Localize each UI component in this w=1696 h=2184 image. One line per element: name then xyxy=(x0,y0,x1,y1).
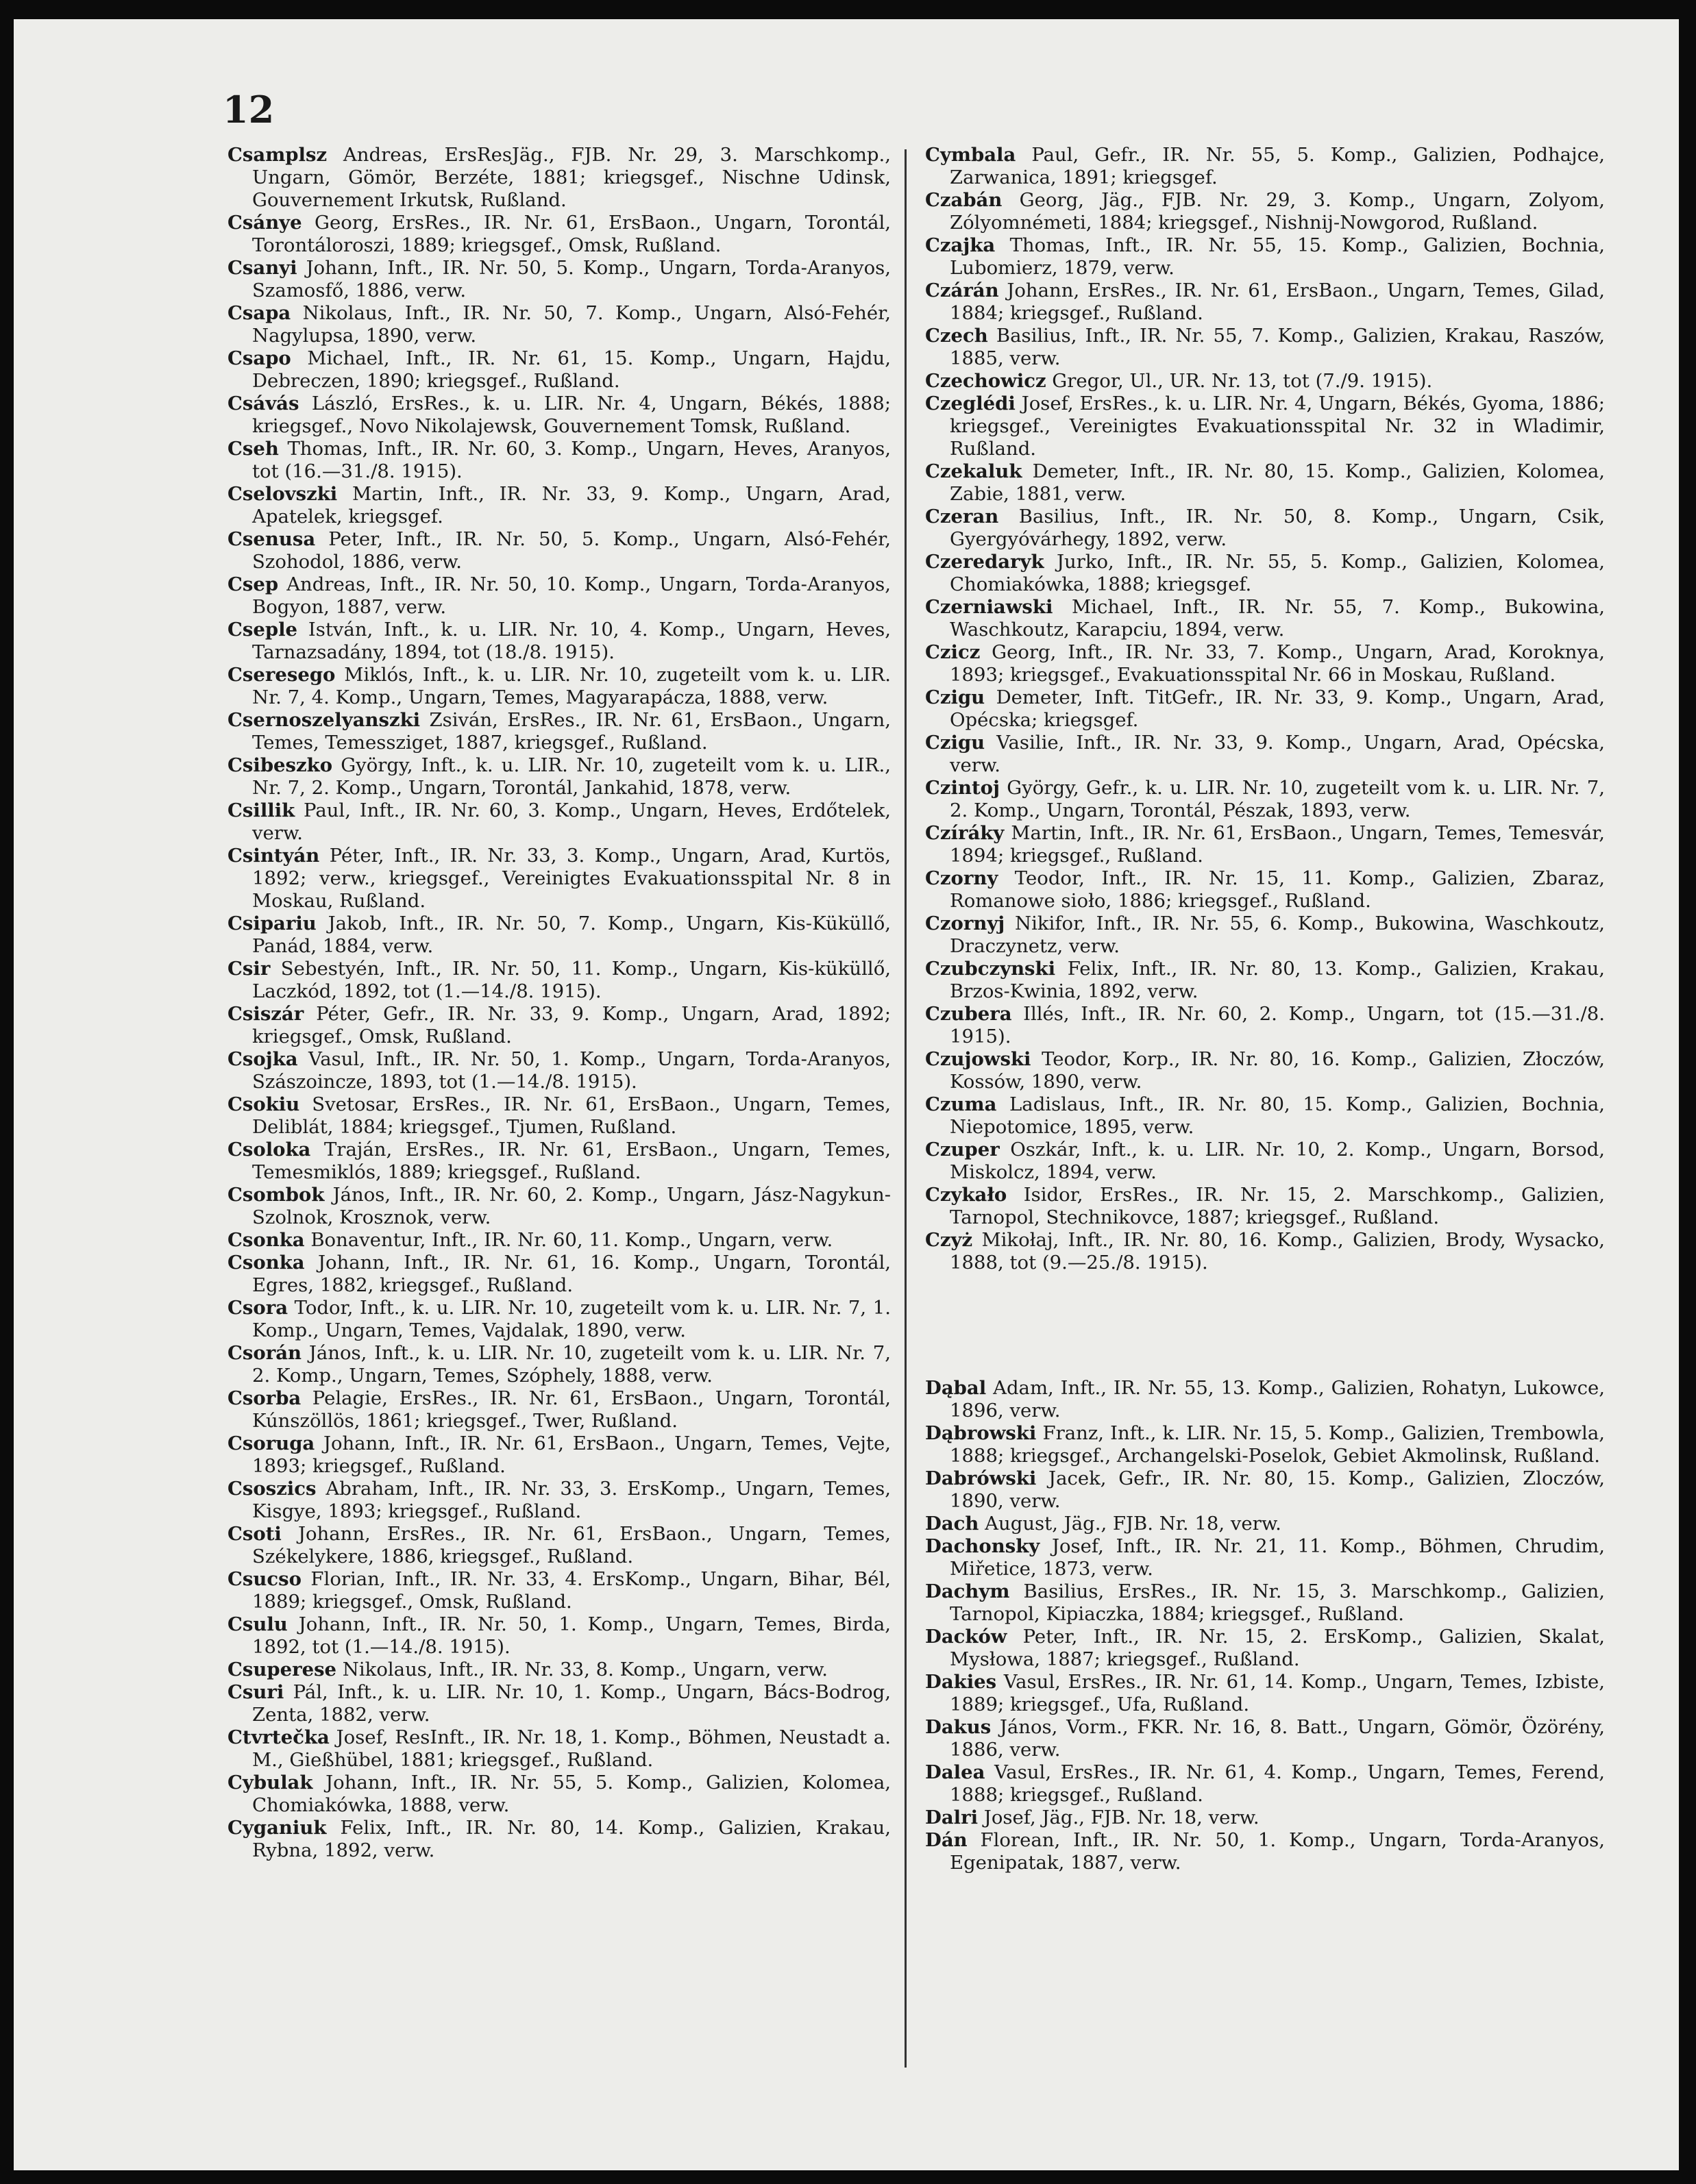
entry-details: Pál, Inft., k. u. LIR. Nr. 10, 1. Komp., Ungarn, Bács-Bodrog, Zenta, 1882, verw. xyxy=(252,1681,891,1726)
list-item xyxy=(925,1048,1605,1093)
entry-surname: Ctvrtečka xyxy=(228,1726,330,1748)
entry-details: Péter, Gefr., IR. Nr. 33, 9. Komp., Ungarn, Arad, 1892; kriegsgef., Omsk, Rußland. xyxy=(252,1003,891,1047)
entry-details: Bonaventur, Inft., IR. Nr. 60, 11. Komp., Ungarn, verw. xyxy=(304,1229,833,1251)
entry-details: Traján, ErsRes., IR. Nr. 61, ErsBaon., Ungarn, Temes, Temesmiklós, 1889; kriegsgef., Rußland. xyxy=(252,1139,891,1183)
list-item xyxy=(228,754,891,799)
entry-surname: Czeglédi xyxy=(925,393,1016,414)
entry-details: Martin, Inft., IR. Nr. 33, 9. Komp., Ungarn, Arad, Apatelek, kriegsgef. xyxy=(252,483,891,528)
list-item xyxy=(228,393,891,438)
entry-surname: Csir xyxy=(228,958,271,980)
list-item xyxy=(925,596,1605,641)
list-item xyxy=(228,1726,891,1772)
entry-surname: Czicz xyxy=(925,641,981,663)
list-item xyxy=(925,732,1605,777)
list-item xyxy=(925,822,1605,867)
entry-surname: Czárán xyxy=(925,280,999,301)
entry-details: Ladislaus, Inft., IR. Nr. 80, 15. Komp., Galizien, Bochnia, Niepotomice, 1895, verw. xyxy=(950,1093,1605,1138)
entry-surname: Cseresego xyxy=(228,664,336,686)
entry-details: Nikolaus, Inft., IR. Nr. 33, 8. Komp., Ungarn, verw. xyxy=(336,1659,828,1680)
list-item xyxy=(228,619,891,664)
entry-details: Thomas, Inft., IR. Nr. 60, 3. Komp., Ungarn, Heves, Aranyos, tot (16.—31./8. 1915). xyxy=(252,438,891,482)
entry-surname: Czechowicz xyxy=(925,370,1046,392)
entry-details: György, Gefr., k. u. LIR. Nr. 10, zugeteilt vom k. u. LIR. Nr. 7, 2. Komp., Ungarn, Torontál, Pészak, 1893, verw. xyxy=(950,777,1605,821)
list-item xyxy=(228,1387,891,1432)
entry-surname: Dacków xyxy=(925,1626,1007,1648)
entry-details: Felix, Inft., IR. Nr. 80, 14. Komp., Galizien, Krakau, Rybna, 1892, verw. xyxy=(252,1817,891,1861)
list-item xyxy=(925,506,1605,551)
entry-surname: Csoszics xyxy=(228,1478,317,1500)
entry-surname: Czeredaryk xyxy=(925,551,1044,573)
entry-details: Peter, Inft., IR. Nr. 50, 5. Komp., Ungarn, Alsó-Fehér, Szohodol, 1886, verw. xyxy=(252,528,891,573)
list-item xyxy=(228,1093,891,1139)
list-item xyxy=(228,958,891,1003)
entry-surname: Csuperese xyxy=(228,1659,337,1680)
entry-surname: Cybulak xyxy=(228,1772,313,1794)
entry-surname: Cymbala xyxy=(925,144,1016,166)
entry-surname: Dán xyxy=(925,1829,968,1851)
list-item xyxy=(925,1807,1605,1829)
entry-surname: Csoruga xyxy=(228,1432,315,1454)
entry-surname: Csenusa xyxy=(228,528,316,550)
entry-details: Illés, Inft., IR. Nr. 60, 2. Komp., Ungarn, tot (15.—31./8. 1915). xyxy=(950,1003,1605,1047)
entry-surname: Csora xyxy=(228,1297,288,1319)
list-item xyxy=(228,302,891,347)
list-item xyxy=(925,641,1605,686)
list-item xyxy=(925,280,1605,325)
entry-details: Zsiván, ErsRes., IR. Nr. 61, ErsBaon., Ungarn, Temes, Temessziget, 1887, kriegsgef., Rußland. xyxy=(252,709,891,754)
entry-details: Franz, Inft., k. LIR. Nr. 15, 5. Komp., Galizien, Trembowla, 1888; kriegsgef., Archangelski-Poselok, Gebiet Akmolinsk, Rußland. xyxy=(950,1422,1605,1467)
entry-surname: Dachonsky xyxy=(925,1535,1040,1557)
entry-details: Basilius, Inft., IR. Nr. 50, 8. Komp., Ungarn, Csik, Gyergyóvárhegy, 1892, verw. xyxy=(950,506,1605,550)
entry-surname: Dabrówski xyxy=(925,1467,1037,1489)
entry-surname: Czigu xyxy=(925,686,985,708)
list-item xyxy=(925,1377,1605,1422)
entry-details: Jakob, Inft., IR. Nr. 50, 7. Komp., Ungarn, Kis-Küküllő, Panád, 1884, verw. xyxy=(252,913,891,957)
list-item xyxy=(925,686,1605,732)
entry-details: Martin, Inft., IR. Nr. 61, ErsBaon., Ungarn, Temes, Temesvár, 1894; kriegsgef., Rußland. xyxy=(950,822,1605,867)
entry-details: Johann, ErsRes., IR. Nr. 61, ErsBaon., Ungarn, Temes, Székelykere, 1886, kriegsgef., Rußland. xyxy=(252,1523,891,1567)
entry-details: Isidor, ErsRes., IR. Nr. 15, 2. Marschkomp., Galizien, Tarnopol, Stechnikovce, 1887; kriegsgef., Rußland. xyxy=(950,1184,1605,1228)
entry-details: Georg, Inft., IR. Nr. 33, 7. Komp., Ungarn, Arad, Koroknya, 1893; kriegsgef., Evakuationsspital Nr. 66 in Moskau, Rußland. xyxy=(950,641,1605,686)
list-item xyxy=(228,483,891,528)
entry-details: Teodor, Inft., IR. Nr. 15, 11. Komp., Galizien, Zbaraz, Romanowe sioło, 1886; kriegsgef., Rußland. xyxy=(950,867,1605,912)
entry-surname: Csapo xyxy=(228,347,291,369)
entry-details: László, ErsRes., k. u. LIR. Nr. 4, Ungarn, Békés, 1888; kriegsgef., Novo Nikolajewsk, Gouvernement Tomsk, Rußland. xyxy=(252,393,891,437)
entry-surname: Czornyj xyxy=(925,913,1005,934)
entry-details: Demeter, Inft. TitGefr., IR. Nr. 33, 9. Komp., Ungarn, Arad, Opécska; kriegsgef. xyxy=(950,686,1605,731)
entry-details: Jacek, Gefr., IR. Nr. 80, 15. Komp., Galizien, Zloczów, 1890, verw. xyxy=(950,1467,1605,1512)
entry-surname: Csávás xyxy=(228,393,299,414)
entry-surname: Czigu xyxy=(925,732,985,754)
entry-surname: Csiszár xyxy=(228,1003,304,1025)
list-item xyxy=(925,1580,1605,1626)
list-item xyxy=(925,1626,1605,1671)
entry-details: Miklós, Inft., k. u. LIR. Nr. 10, zugeteilt vom k. u. LIR. Nr. 7, 4. Komp., Ungarn, Temes, Magyarapácza, 1888, verw. xyxy=(252,664,891,708)
entry-details: Andreas, Inft., IR. Nr. 50, 10. Komp., Ungarn, Torda-Aranyos, Bogyon, 1887, verw. xyxy=(252,573,891,618)
entry-details: Vasul, ErsRes., IR. Nr. 61, 4. Komp., Ungarn, Temes, Ferend, 1888; kriegsgef., Rußland. xyxy=(950,1761,1605,1806)
entry-surname: Csoloka xyxy=(228,1139,311,1161)
entry-details: Johann, ErsRes., IR. Nr. 61, ErsBaon., Ungarn, Temes, Gilad, 1884; kriegsgef., Rußland. xyxy=(950,280,1605,324)
right-column-d-entries xyxy=(925,1377,1605,1874)
list-item xyxy=(228,1659,891,1681)
entry-surname: Czíráky xyxy=(925,822,1005,844)
list-item xyxy=(925,1003,1605,1048)
entry-surname: Csorba xyxy=(228,1387,302,1409)
entry-surname: Czuper xyxy=(925,1139,1000,1161)
entry-details: Basilius, Inft., IR. Nr. 55, 7. Komp., Galizien, Krakau, Raszów, 1885, verw. xyxy=(950,325,1605,369)
list-item xyxy=(228,1297,891,1342)
list-item xyxy=(925,1467,1605,1513)
list-item xyxy=(925,370,1605,393)
list-item xyxy=(925,325,1605,370)
entry-surname: Czubera xyxy=(925,1003,1012,1025)
entry-details: Svetosar, ErsRes., IR. Nr. 61, ErsBaon., Ungarn, Temes, Deliblát, 1884; kriegsgef., Tjumen, Rußland. xyxy=(252,1093,891,1138)
list-item xyxy=(228,212,891,257)
entry-surname: Csánye xyxy=(228,212,302,234)
list-item xyxy=(228,1772,891,1817)
list-item xyxy=(925,1229,1605,1274)
list-item xyxy=(925,1716,1605,1761)
entry-surname: Czeran xyxy=(925,506,999,528)
entry-surname: Dachym xyxy=(925,1580,1010,1602)
list-item xyxy=(228,1184,891,1229)
list-item xyxy=(228,709,891,754)
entry-details: Abraham, Inft., IR. Nr. 33, 3. ErsKomp., Ungarn, Temes, Kisgye, 1893; kriegsgef., Rußland. xyxy=(252,1478,891,1522)
entry-details: Todor, Inft., k. u. LIR. Nr. 10, zugeteilt vom k. u. LIR. Nr. 7, 1. Komp., Ungarn, Temes, Vajdalak, 1890, verw. xyxy=(252,1297,891,1341)
entry-details: Johann, Inft., IR. Nr. 50, 1. Komp., Ungarn, Temes, Birda, 1892, tot (1.—14./8. 1915). xyxy=(252,1613,891,1658)
entry-details: Peter, Inft., IR. Nr. 15, 2. ErsKomp., Galizien, Skalat, Mysłowa, 1887; kriegsgef., Rußland. xyxy=(950,1626,1605,1670)
list-item xyxy=(925,867,1605,913)
list-item xyxy=(228,1523,891,1568)
entry-surname: Csapa xyxy=(228,302,291,324)
entry-surname: Csorán xyxy=(228,1342,302,1364)
list-item xyxy=(925,1422,1605,1467)
list-item xyxy=(228,1342,891,1387)
entry-details: Jurko, Inft., IR. Nr. 55, 5. Komp., Galizien, Kolomea, Chomiakówka, 1888; kriegsgef. xyxy=(950,551,1605,595)
list-item xyxy=(228,845,891,913)
entry-details: Thomas, Inft., IR. Nr. 55, 15. Komp., Galizien, Bochnia, Lubomierz, 1879, verw. xyxy=(950,234,1605,279)
entry-details: Teodor, Korp., IR. Nr. 80, 16. Komp., Galizien, Złoczów, Kossów, 1890, verw. xyxy=(950,1048,1605,1093)
entry-details: János, Inft., k. u. LIR. Nr. 10, zugeteilt vom k. u. LIR. Nr. 7, 2. Komp., Ungarn, Temes, Szóphely, 1888, verw. xyxy=(252,1342,891,1387)
entry-surname: Dąbrowski xyxy=(925,1422,1037,1444)
entry-details: János, Vorm., FKR. Nr. 16, 8. Batt., Ungarn, Gömör, Özörény, 1886, verw. xyxy=(950,1716,1605,1761)
entry-details: Sebestyén, Inft., IR. Nr. 50, 11. Komp., Ungarn, Kis-küküllő, Laczkód, 1892, tot (1.—14./8. 1915). xyxy=(252,958,891,1002)
entry-surname: Csuri xyxy=(228,1681,284,1703)
entry-surname: Csibeszko xyxy=(228,754,333,776)
list-item xyxy=(925,144,1605,189)
entry-details: Johann, Inft., IR. Nr. 55, 5. Komp., Galizien, Kolomea, Chomiakówka, 1888, verw. xyxy=(252,1772,891,1816)
list-item xyxy=(228,913,891,958)
list-item xyxy=(925,913,1605,958)
entry-surname: Csernoszelyanszki xyxy=(228,709,421,731)
list-item xyxy=(228,1478,891,1523)
entry-surname: Csokiu xyxy=(228,1093,300,1115)
list-item xyxy=(925,1671,1605,1716)
list-item xyxy=(228,1613,891,1659)
entry-details: Oszkár, Inft., k. u. LIR. Nr. 10, 2. Komp., Ungarn, Borsod, Miskolcz, 1894, verw. xyxy=(950,1139,1605,1183)
list-item xyxy=(228,1003,891,1048)
entry-surname: Csombok xyxy=(228,1184,325,1206)
entry-surname: Cseh xyxy=(228,438,279,460)
entry-details: Johann, Inft., IR. Nr. 50, 5. Komp., Ungarn, Torda-Aranyos, Szamosfő, 1886, verw. xyxy=(252,257,891,301)
list-item xyxy=(228,528,891,573)
left-column xyxy=(228,144,891,1862)
entry-surname: Czajka xyxy=(925,234,996,256)
right-column-c-entries xyxy=(925,144,1605,1274)
list-item xyxy=(228,1252,891,1297)
column-divider xyxy=(905,149,907,2068)
entry-details: Pelagie, ErsRes., IR. Nr. 61, ErsBaon., Ungarn, Torontál, Kúnszöllös, 1861; kriegsgef., Twer, Rußland. xyxy=(252,1387,891,1432)
list-item xyxy=(925,1761,1605,1807)
entry-details: Paul, Gefr., IR. Nr. 55, 5. Komp., Galizien, Podhajce, Zarwanica, 1891; kriegsgef. xyxy=(950,144,1605,188)
entry-surname: Czekaluk xyxy=(925,460,1022,482)
entry-details: Vasilie, Inft., IR. Nr. 33, 9. Komp., Ungarn, Arad, Opécska, verw. xyxy=(950,732,1605,776)
list-item xyxy=(228,1139,891,1184)
entry-surname: Dalri xyxy=(925,1807,979,1828)
entry-surname: Csulu xyxy=(228,1613,288,1635)
entry-details: János, Inft., IR. Nr. 60, 2. Komp., Ungarn, Jász-Nagykun-Szolnok, Krosznok, verw. xyxy=(252,1184,891,1228)
entry-details: Andreas, ErsResJäg., FJB. Nr. 29, 3. Marschkomp., Ungarn, Gömör, Berzéte, 1881; kriegsgef., Nischne Udinsk, Gouvernement Irkutsk, Rußland. xyxy=(252,144,891,211)
entry-details: István, Inft., k. u. LIR. Nr. 10, 4. Komp., Ungarn, Heves, Tarnazsadány, 1894, tot (18./8. 1915). xyxy=(252,619,891,663)
entry-surname: Csipariu xyxy=(228,913,317,934)
entry-details: Nikifor, Inft., IR. Nr. 55, 6. Komp., Bukowina, Waschkoutz, Draczynetz, verw. xyxy=(950,913,1605,957)
entry-surname: Csoti xyxy=(228,1523,282,1545)
entry-surname: Czyż xyxy=(925,1229,973,1251)
list-item xyxy=(925,1093,1605,1139)
list-item xyxy=(228,144,891,212)
entry-details: Michael, Inft., IR. Nr. 61, 15. Komp., Ungarn, Hajdu, Debreczen, 1890; kriegsgef., Rußland. xyxy=(252,347,891,392)
entry-details: Michael, Inft., IR. Nr. 55, 7. Komp., Bukowina, Waschkoutz, Karapciu, 1894, verw. xyxy=(950,596,1605,641)
list-item xyxy=(925,777,1605,822)
list-item xyxy=(925,1184,1605,1229)
entry-details: Georg, ErsRes., IR. Nr. 61, ErsBaon., Ungarn, Torontál, Torontáloroszi, 1889; kriegsgef., Omsk, Rußland. xyxy=(252,212,891,256)
entry-details: Vasul, ErsRes., IR. Nr. 61, 14. Komp., Ungarn, Temes, Izbiste, 1889; kriegsgef., Ufa, Rußland. xyxy=(950,1671,1605,1715)
entry-surname: Czabán xyxy=(925,189,1003,211)
entry-surname: Czuma xyxy=(925,1093,997,1115)
entry-surname: Czubczynski xyxy=(925,958,1056,980)
entry-surname: Csep xyxy=(228,573,279,595)
list-item xyxy=(925,393,1605,460)
entry-surname: Csojka xyxy=(228,1048,298,1070)
list-item xyxy=(228,573,891,619)
entry-details: Felix, Inft., IR. Nr. 80, 13. Komp., Galizien, Krakau, Brzos-Kwinia, 1892, verw. xyxy=(950,958,1605,1002)
list-item xyxy=(228,1229,891,1252)
entry-surname: Csonka xyxy=(228,1252,305,1274)
entry-surname: Czintoj xyxy=(925,777,1000,799)
entry-surname: Cselovszki xyxy=(228,483,338,505)
entry-details: Paul, Inft., IR. Nr. 60, 3. Komp., Ungarn, Heves, Erdőtelek, verw. xyxy=(252,799,891,844)
entry-details: Josef, ErsRes., k. u. LIR. Nr. 4, Ungarn, Békés, Gyoma, 1886; kriegsgef., Vereinigtes Evakuationsspital Nr. 32 in Wladimir, Rußland. xyxy=(950,393,1605,460)
list-item xyxy=(925,1829,1605,1874)
page-number: 12 xyxy=(223,88,275,132)
entry-details: Gregor, Ul., UR. Nr. 13, tot (7./9. 1915). xyxy=(1046,370,1433,392)
list-item xyxy=(925,958,1605,1003)
list-item xyxy=(925,460,1605,506)
entry-surname: Dakies xyxy=(925,1671,997,1693)
list-item xyxy=(228,347,891,393)
entry-surname: Csillik xyxy=(228,799,295,821)
entry-details: Péter, Inft., IR. Nr. 33, 3. Komp., Ungarn, Arad, Kurtös, 1892; verw., kriegsgef., Vereinigtes Evakuationsspital Nr. 8 in Moskau, Rußland. xyxy=(252,845,891,912)
entry-surname: Czech xyxy=(925,325,988,347)
entry-details: Vasul, Inft., IR. Nr. 50, 1. Komp., Ungarn, Torda-Aranyos, Szászoincze, 1893, tot (1.—14./8. 1915). xyxy=(252,1048,891,1093)
entry-details: Johann, Inft., IR. Nr. 61, 16. Komp., Ungarn, Torontál, Egres, 1882, kriegsgef., Rußland. xyxy=(252,1252,891,1296)
list-item xyxy=(228,1568,891,1613)
entry-surname: Czerniawski xyxy=(925,596,1053,618)
scanned-page xyxy=(14,19,1679,2170)
entry-details: Nikolaus, Inft., IR. Nr. 50, 7. Komp., Ungarn, Alsó-Fehér, Nagylupsa, 1890, verw. xyxy=(252,302,891,347)
entry-details: Josef, Inft., IR. Nr. 21, 11. Komp., Böhmen, Chrudim, Miřetice, 1873, verw. xyxy=(950,1535,1605,1580)
list-item xyxy=(228,1048,891,1093)
entry-surname: Dach xyxy=(925,1513,979,1535)
entry-details: August, Jäg., FJB. Nr. 18, verw. xyxy=(979,1513,1281,1535)
entry-details: Johann, Inft., IR. Nr. 61, ErsBaon., Ungarn, Temes, Vejte, 1893; kriegsgef., Rußland. xyxy=(252,1432,891,1477)
entry-surname: Csintyán xyxy=(228,845,320,867)
list-item xyxy=(228,1681,891,1726)
entry-surname: Dakus xyxy=(925,1716,992,1738)
list-item xyxy=(228,799,891,845)
list-item xyxy=(228,1432,891,1478)
entry-surname: Dalea xyxy=(925,1761,985,1783)
list-item xyxy=(228,438,891,483)
entry-details: Georg, Jäg., FJB. Nr. 29, 3. Komp., Ungarn, Zolyom, Zólyomnémeti, 1884; kriegsgef., Nishnij-Nowgorod, Rußland. xyxy=(950,189,1605,234)
list-item xyxy=(925,1535,1605,1580)
list-item xyxy=(228,664,891,709)
entry-details: Josef, Jäg., FJB. Nr. 18, verw. xyxy=(978,1807,1259,1828)
entry-details: Florean, Inft., IR. Nr. 50, 1. Komp., Ungarn, Torda-Aranyos, Egenipatak, 1887, verw. xyxy=(950,1829,1605,1874)
list-item xyxy=(925,234,1605,280)
list-item xyxy=(228,257,891,302)
entry-details: Basilius, ErsRes., IR. Nr. 15, 3. Marschkomp., Galizien, Tarnopol, Kipiaczka, 1884; kriegsgef., Rußland. xyxy=(950,1580,1605,1625)
entry-details: Mikołaj, Inft., IR. Nr. 80, 16. Komp., Galizien, Brody, Wysacko, 1888, tot (9.—25./8. 1915). xyxy=(950,1229,1605,1274)
right-column xyxy=(925,144,1605,1874)
entry-details: Demeter, Inft., IR. Nr. 80, 15. Komp., Galizien, Kolomea, Zabie, 1881, verw. xyxy=(950,460,1605,505)
entry-surname: Csanyi xyxy=(228,257,297,279)
entry-details: Josef, ResInft., IR. Nr. 18, 1. Komp., Böhmen, Neustadt a. M., Gießhübel, 1881; kriegsgef., Rußland. xyxy=(252,1726,891,1771)
list-item xyxy=(925,1139,1605,1184)
entry-surname: Csucso xyxy=(228,1568,302,1590)
entry-surname: Csonka xyxy=(228,1229,305,1251)
entry-surname: Cyganiuk xyxy=(228,1817,327,1839)
list-item xyxy=(228,1817,891,1862)
entry-details: Florian, Inft., IR. Nr. 33, 4. ErsKomp., Ungarn, Bihar, Bél, 1889; kriegsgef., Omsk, Rußland. xyxy=(252,1568,891,1613)
entry-details: Adam, Inft., IR. Nr. 55, 13. Komp., Galizien, Rohatyn, Lukowce, 1896, verw. xyxy=(950,1377,1605,1422)
entry-surname: Cseple xyxy=(228,619,298,641)
list-item xyxy=(925,189,1605,234)
list-item xyxy=(925,1513,1605,1535)
list-item xyxy=(925,551,1605,596)
entry-details: György, Inft., k. u. LIR. Nr. 10, zugeteilt vom k. u. LIR., Nr. 7, 2. Komp., Ungarn, Torontál, Jankahid, 1878, verw. xyxy=(252,754,891,799)
section-gap xyxy=(925,1274,1605,1377)
entry-surname: Czorny xyxy=(925,867,998,889)
entry-surname: Dąbal xyxy=(925,1377,987,1399)
entry-surname: Czujowski xyxy=(925,1048,1031,1070)
entry-surname: Czykało xyxy=(925,1184,1007,1206)
entry-surname: Csamplsz xyxy=(228,144,328,166)
